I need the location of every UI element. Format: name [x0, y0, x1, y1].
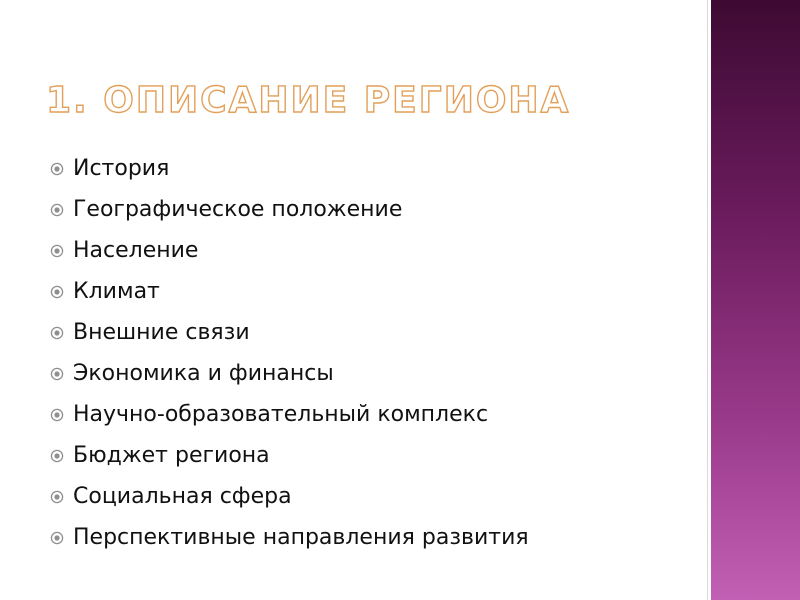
list-item-label: Научно-образовательный комплекс: [73, 402, 489, 427]
list-item-label: Социальная сфера: [73, 484, 292, 509]
list-item: [50, 271, 529, 312]
list-item-label: Бюджет региона: [73, 443, 270, 468]
circle-dot-icon: [50, 531, 64, 545]
list-item-label: Внешние связи: [73, 320, 250, 345]
list-item: [50, 230, 529, 271]
list-item-label: Климат: [73, 279, 160, 304]
list-item: [50, 476, 529, 517]
slide-title: 1. ОПИСАНИЕ РЕГИОНА: [46, 80, 571, 121]
decorative-sidebar: [711, 0, 800, 600]
circle-dot-icon: [50, 490, 64, 504]
circle-dot-icon: [50, 367, 64, 381]
circle-dot-icon: [50, 408, 64, 422]
list-item: [50, 394, 529, 435]
list-item-label: Экономика и финансы: [73, 361, 334, 386]
list-item: [50, 148, 529, 189]
list-item: [50, 435, 529, 476]
list-item-label: Население: [73, 238, 199, 263]
bullet-list: [50, 148, 529, 558]
list-item: [50, 353, 529, 394]
circle-dot-icon: [50, 203, 64, 217]
circle-dot-icon: [50, 449, 64, 463]
circle-dot-icon: [50, 326, 64, 340]
list-item: [50, 312, 529, 353]
list-item: [50, 189, 529, 230]
list-item: [50, 517, 529, 558]
list-item-label: Перспективные направления развития: [73, 525, 529, 550]
list-item-label: История: [73, 156, 170, 181]
circle-dot-icon: [50, 162, 64, 176]
list-item-label: Географическое положение: [73, 197, 403, 222]
circle-dot-icon: [50, 285, 64, 299]
circle-dot-icon: [50, 244, 64, 258]
